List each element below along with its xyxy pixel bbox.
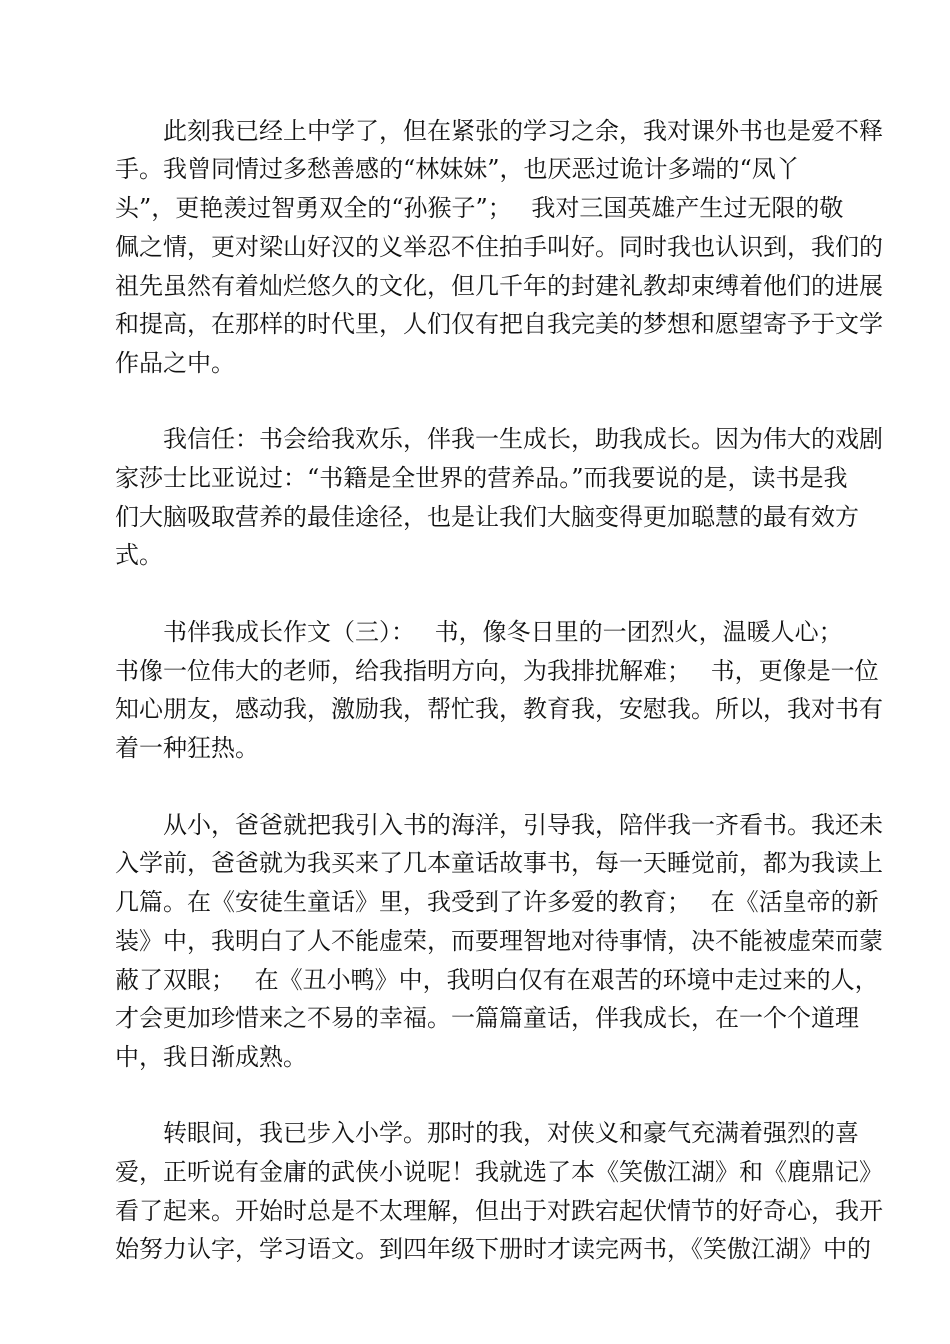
paragraph-5-line-4: 始努力认字，学习语文。到四年级下册时才读完两书，《笑傲江湖》中的 (115, 1235, 871, 1263)
paragraph-4-line-3: 几篇。在《安徒生童话》里，我受到了许多爱的教育； 在《活皇帝的新 (115, 888, 879, 916)
paragraph-5-line-3: 看了起来。开始时总是不太理解，但出于对跌宕起伏情节的好奇心，我开 (115, 1197, 883, 1225)
paragraph-1-line-6: 和提高，在那样的时代里，人们仅有把自我完美的梦想和愿望寄予于文学 (115, 310, 883, 338)
paragraph-4-line-1: 从小，爸爸就把我引入书的海洋，引导我，陪伴我一齐看书。我还未 (163, 811, 883, 839)
paragraph-1-line-4: 佩之情，更对梁山好汉的义举忍不住拍手叫好。同时我也认识到，我们的 (115, 233, 883, 261)
paragraph-3-line-2: 书像一位伟大的老师，给我指明方向，为我排扰解难； 书，更像是一位 (115, 657, 879, 685)
paragraph-2-line-2: 家莎士比亚说过：“书籍是全世界的营养品。”而我要说的是，读书是我 (115, 464, 848, 492)
paragraph-1-line-2: 手。我曾同情过多愁善感的“林妹妹”，也厌恶过诡计多端的“凤丫 (115, 155, 800, 183)
paragraph-3-line-4: 着一种狂热。 (115, 734, 259, 762)
paragraph-2-line-4: 式。 (115, 541, 163, 569)
paragraph-2-line-1: 我信任：书会给我欢乐，伴我一生成长，助我成长。因为伟大的戏剧 (163, 425, 883, 453)
paragraph-1-line-3: 头”，更艳羡过智勇双全的“孙猴子”； 我对三国英雄产生过无限的敬 (115, 194, 844, 222)
paragraph-1-line-7: 作品之中。 (115, 349, 235, 377)
paragraph-3-line-3: 知心朋友，感动我，激励我，帮忙我，教育我，安慰我。所以，我对书有 (115, 695, 883, 723)
paragraph-4-line-2: 入学前，爸爸就为我买来了几本童话故事书，每一天睡觉前，都为我读上 (115, 849, 883, 877)
paragraph-4-line-4: 装》中，我明白了人不能虚荣，而要理智地对待事情，决不能被虚荣而蒙 (115, 927, 883, 955)
paragraph-1-line-1: 此刻我已经上中学了，但在紧张的学习之余，我对课外书也是爱不释 (163, 117, 883, 145)
paragraph-4-line-5: 蔽了双眼； 在《丑小鸭》中，我明白仅有在艰苦的环境中走过来的人， (115, 966, 879, 994)
paragraph-5-line-1: 转眼间，我已步入小学。那时的我，对侠义和豪气充满着强烈的喜 (163, 1119, 859, 1147)
paragraph-2-line-3: 们大脑吸取营养的最佳途径，也是让我们大脑变得更加聪慧的最有效方 (115, 503, 859, 531)
paragraph-1-line-5: 祖先虽然有着灿烂悠久的文化，但几千年的封建礼教却束缚着他们的进展 (115, 272, 883, 300)
paragraph-3-line-1: 书伴我成长作文（三）： 书，像冬日里的一团烈火，温暖人心； (163, 618, 843, 646)
paragraph-4-line-6: 才会更加珍惜来之不易的幸福。一篇篇童话，伴我成长，在一个个道理 (115, 1004, 859, 1032)
paragraph-5-line-2: 爱，正听说有金庸的武侠小说呢！我就选了本《笑傲江湖》和《鹿鼎记》 (115, 1158, 883, 1186)
paragraph-4-line-7: 中，我日渐成熟。 (115, 1043, 307, 1071)
